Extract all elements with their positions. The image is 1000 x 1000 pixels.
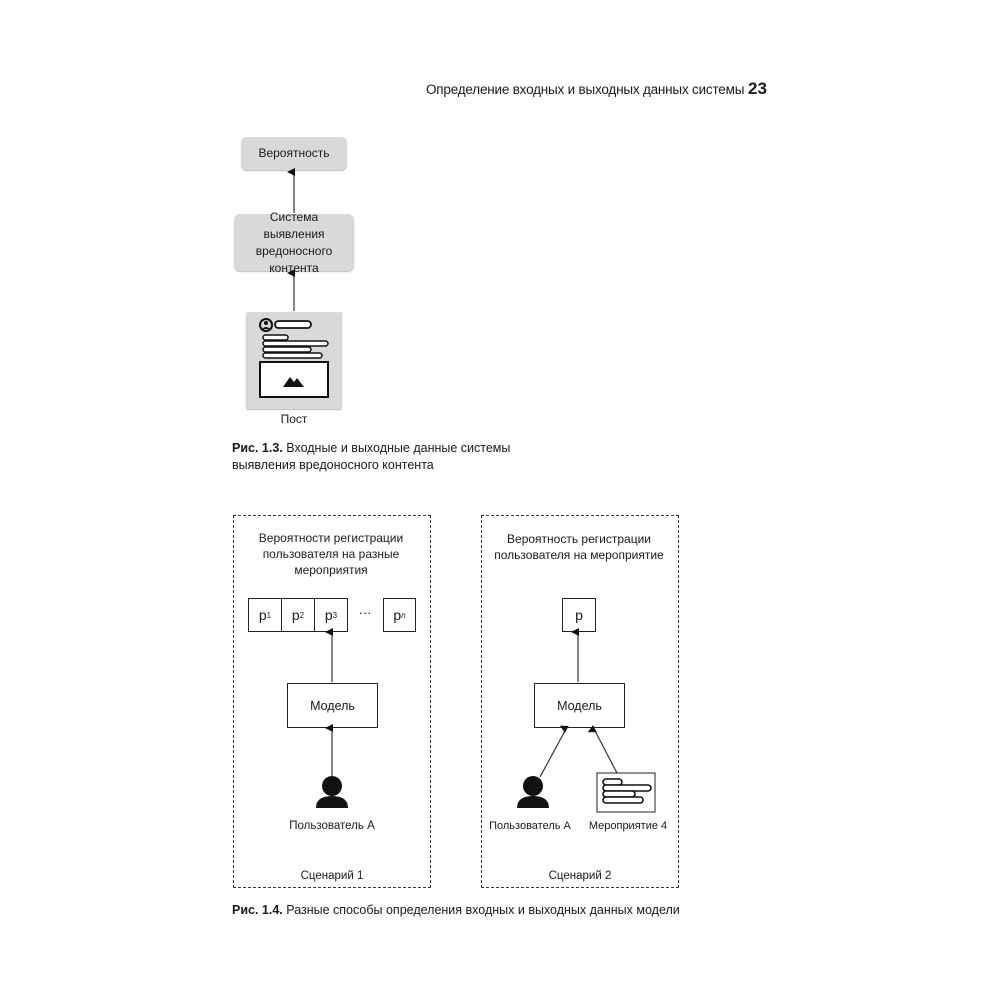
detection-system-label: Система выявления вредоносного контента (255, 209, 333, 275)
running-title: Определение входных и выходных данных системы (426, 82, 745, 97)
cell-sub: 2 (299, 610, 305, 620)
model-label: Модель (557, 698, 602, 713)
post-label: Пост (280, 412, 308, 426)
page-number: 23 (748, 79, 767, 98)
arrow-event-to-model (594, 729, 617, 773)
event-icon (597, 773, 655, 812)
cell-sub: 3 (332, 610, 338, 620)
output-probability-label: Вероятность (258, 146, 330, 160)
user-icon (517, 776, 549, 808)
figure-1-4-caption (232, 902, 692, 919)
figure-1-3-caption-text: Входные и выходные данные системы выявления вредоносного контента (232, 441, 511, 472)
figure-1-4-caption-text: Разные способы определения входных и выходных данных модели (286, 903, 680, 917)
ellipsis: ··· (358, 605, 372, 620)
user-icon (316, 776, 348, 808)
cell-base: p (393, 607, 402, 623)
scenario-1-user-label: Пользователь A (289, 820, 375, 832)
scenario-2-title: Вероятность регистрации пользователя на мероприятие (494, 532, 664, 562)
cell-base: p (575, 607, 583, 623)
cell-sub: n (401, 610, 406, 620)
figure-1-4-caption-prefix: Рис. 1.4. (232, 903, 283, 917)
scenario-1-title: Вероятности регистрации пользователя на разные мероприятия (258, 531, 404, 577)
scenario-2-event-label: Мероприятие 4 (588, 820, 668, 832)
figure-1-3-caption-prefix: Рис. 1.3. (232, 441, 283, 455)
cell-base: p (324, 607, 333, 623)
cell-base: p (291, 607, 300, 623)
scenario-1-label: Сценарий 1 (300, 870, 364, 882)
scenario-2-user-label: Пользователь A (489, 820, 571, 832)
model-label: Модель (310, 698, 355, 713)
cell-base: p (258, 607, 267, 623)
arrow-user-to-model (540, 729, 566, 777)
scenario-2-label: Сценарий 2 (548, 870, 612, 882)
cell-sub: 1 (266, 610, 272, 620)
